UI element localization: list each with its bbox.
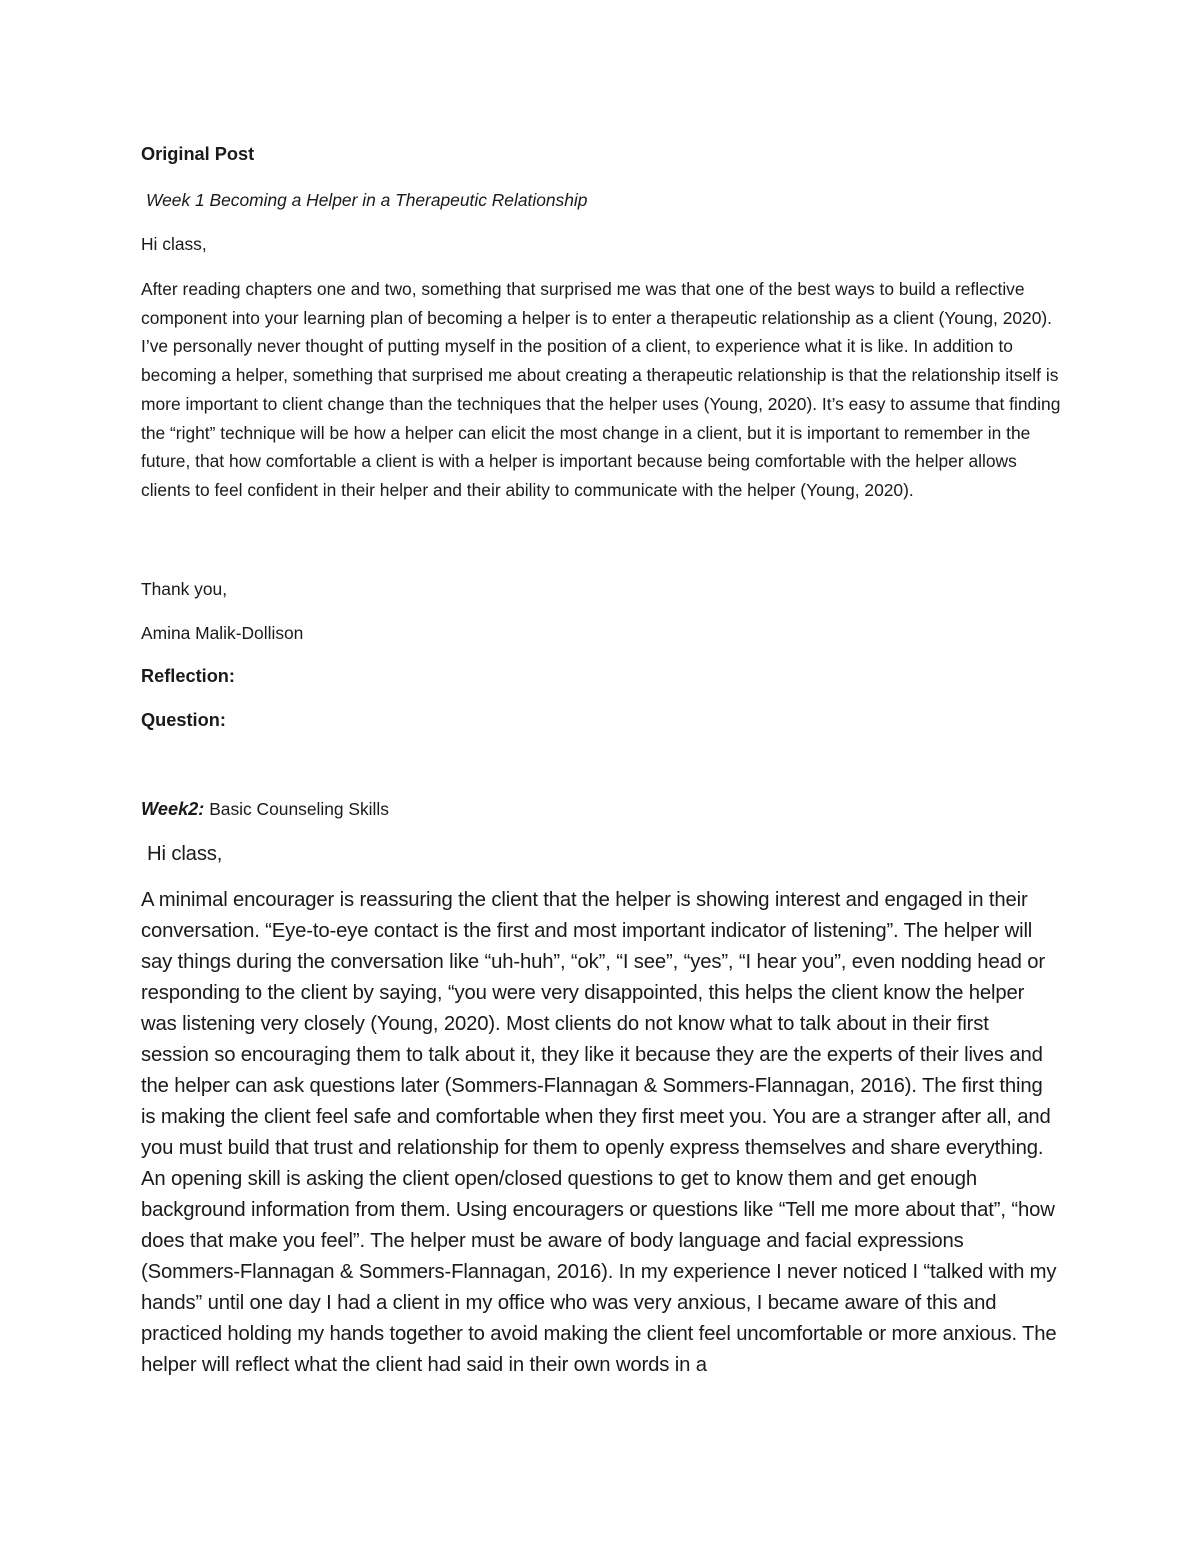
week2-greeting: Hi class, — [147, 843, 223, 865]
week1-body-paragraph: After reading chapters one and two, something that surprised me was that one of the best ways to build a reflective component into your learning plan of becoming a helper is to enter a therapeutic relationship as a client (Young, 2020). I’ve personally never thought of putting myself in the position of a client, to experience what it is like. In addition to becoming a helper, something that surprised me about creating a therapeutic relationship is that the relationship itself is more important to client change than the techniques that the helper uses (Young, 2020). It’s easy to assume that finding the “right” technique will be how a helper can elicit the most change in a client, but it is important to remember in the future, that how comfortable a client is with a helper is important because being comfortable with the helper allows clients to feel confident in their helper and their ability to communicate with the helper (Young, 2020). — [141, 279, 1061, 500]
reflection-label: Reflection: — [141, 666, 235, 686]
week2-body-paragraph: A minimal encourager is reassuring the client that the helper is showing interest and engaged in their conversation. “Eye-to-eye contact is the first and most important indicator of listening”. The helper will say things during the conversation like “uh-huh”, “ok”, “I see”, “yes”, “I hear you”, even nodding head or responding to the client by saying, “you were very disappointed, this helps the client know the helper was listening very closely (Young, 2020). Most clients do not know what to talk about in their first session so encouraging them to talk about it, they like it because they are the experts of their lives and the helper can ask questions later (Sommers-Flannagan & Sommers-Flannagan, 2016). The first thing is making the client feel safe and comfortable when they first meet you. You are a stranger after all, and you must build that trust and relationship for them to openly express themselves and share everything. An opening skill is asking the client open/closed questions to get to know them and get enough background information from them. Using encouragers or questions like “Tell me more about that”, “how does that make you feel”. The helper must be aware of body language and facial expressions (Sommers-Flannagan & Sommers-Flannagan, 2016). In my experience I never noticed I “talked with my hands” until one day I had a client in my office who was very anxious, I became aware of this and practiced holding my hands together to avoid making the client feel uncomfortable or more anxious. The helper will reflect what the client had said in their own words in a — [141, 889, 1057, 1376]
week2-title: Basic Counseling Skills — [204, 799, 389, 819]
week1-author: Amina Malik-Dollison — [141, 623, 304, 643]
week1-closing: Thank you, — [141, 579, 228, 599]
question-label: Question: — [141, 710, 226, 730]
week2-label: Week2: — [141, 799, 205, 819]
week1-greeting: Hi class, — [141, 234, 207, 254]
week1-subtitle: Week 1 Becoming a Helper in a Therapeutic Relationship — [146, 190, 588, 210]
original-post-heading: Original Post — [141, 144, 255, 164]
week2-heading-line — [141, 795, 1061, 824]
